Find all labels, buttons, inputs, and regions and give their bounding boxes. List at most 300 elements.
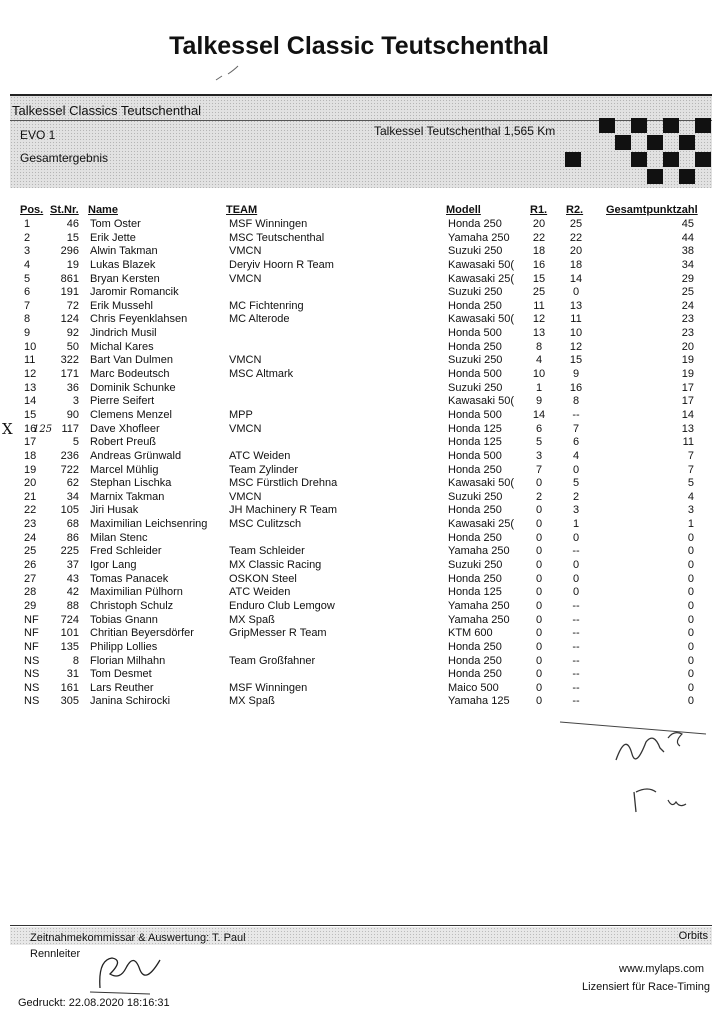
cell-name: Jindrich Musil [90, 327, 157, 340]
table-row [0, 286, 718, 300]
cell-team: MX Spaß [229, 695, 275, 708]
cell-stnr: 36 [66, 381, 79, 394]
cell-model: Honda 125 [448, 436, 502, 449]
cell-stnr: 31 [66, 668, 79, 681]
cell-name: Stephan Lischka [90, 477, 172, 490]
cell-name: Janina Schirocki [90, 695, 171, 708]
cell-pos: NF [24, 627, 39, 640]
cell-team: VMCN [229, 272, 262, 285]
cell-r1: 0 [535, 531, 543, 544]
table-row [0, 368, 718, 382]
cell-stnr: 68 [66, 518, 79, 531]
cell-stnr: 86 [66, 531, 79, 544]
cell-total: 14 [681, 408, 694, 421]
cell-name: Michal Kares [90, 340, 154, 353]
table-row [0, 327, 718, 341]
cell-team: VMCN [229, 354, 262, 367]
table-row [0, 477, 718, 491]
table-row [0, 218, 718, 232]
cell-pos: NF [24, 613, 39, 626]
cell-model: Honda 500 [448, 408, 502, 421]
col-header-model: Modell [446, 204, 481, 216]
result-type: Gesamtergebnis [20, 151, 109, 165]
event-name: EVO 1 [20, 128, 56, 142]
cell-pos: 4 [24, 258, 31, 271]
cell-total: 0 [687, 654, 694, 667]
cell-pos: 23 [24, 518, 37, 531]
cell-name: Dominik Schunke [90, 381, 176, 394]
cell-model: Yamaha 250 [448, 599, 510, 612]
table-row [0, 491, 718, 505]
cell-stnr: 191 [60, 286, 79, 299]
checkered-flag-icon [565, 118, 712, 186]
cell-name: Bart Van Dulmen [90, 354, 173, 367]
cell-team: MC Alterode [229, 313, 290, 326]
license-text: Lizensiert für Race-Timing [582, 981, 710, 993]
cell-r2: 18 [569, 258, 583, 271]
table-row [0, 573, 718, 587]
table-row [0, 600, 718, 614]
cell-stnr: 225 [60, 545, 79, 558]
cell-name: Pierre Seifert [90, 395, 155, 408]
cell-total: 19 [681, 354, 694, 367]
cell-r2: -- [572, 654, 580, 667]
cell-pos: 12 [24, 368, 37, 381]
col-header-pos: Pos. [20, 204, 44, 216]
cell-pos: 7 [24, 299, 31, 312]
cell-stnr: 37 [66, 559, 79, 572]
cell-stnr: 724 [60, 613, 79, 626]
cell-pos: 13 [24, 381, 37, 394]
cell-stnr: 322 [60, 354, 79, 367]
cell-r2: 6 [572, 436, 580, 449]
cell-r2: 3 [572, 504, 580, 517]
cell-model: Honda 250 [448, 531, 502, 544]
cell-stnr: 236 [60, 449, 79, 462]
cell-name: Milan Stenc [90, 531, 148, 544]
cell-total: 0 [687, 531, 694, 544]
cell-team: MPP [229, 408, 253, 421]
cell-r2: 0 [572, 559, 580, 572]
cell-name: Andreas Grünwald [90, 449, 182, 462]
cell-name: Lukas Blazek [90, 258, 156, 271]
cell-model: Honda 250 [448, 504, 502, 517]
cell-model: Honda 250 [448, 572, 502, 585]
cell-r1: 20 [532, 218, 546, 230]
cell-stnr: 50 [66, 340, 79, 353]
cell-r2: 0 [572, 531, 580, 544]
cell-pos: 27 [24, 572, 37, 585]
cell-team: Team Schleider [229, 545, 305, 558]
cell-r2: 5 [572, 477, 580, 490]
cell-total: 13 [681, 422, 694, 435]
cell-total: 17 [681, 395, 694, 408]
col-header-r2: R2. [566, 204, 584, 216]
cell-stnr: 105 [60, 504, 79, 517]
cell-team: ATC Weiden [229, 586, 291, 599]
track-name: Talkessel Teutschenthal 1,565 Km [374, 124, 556, 138]
cell-stnr: 90 [66, 408, 79, 421]
table-row [0, 682, 718, 696]
cell-pos: 15 [24, 408, 37, 421]
cell-stnr: 19 [66, 258, 79, 271]
cell-name: Fred Schleider [90, 545, 162, 558]
table-row [0, 545, 718, 559]
cell-team: Team Zylinder [229, 463, 299, 476]
cell-r1: 18 [532, 245, 546, 258]
cell-r1: 0 [535, 586, 543, 599]
website-link[interactable]: www.mylaps.com [619, 963, 704, 975]
table-row [0, 450, 718, 464]
cell-name: Robert Preuß [90, 436, 157, 449]
cell-pos: 10 [24, 340, 37, 353]
cell-pos: 21 [24, 490, 37, 503]
cell-name: Maximilian Pülhorn [90, 586, 183, 599]
cell-r1: 2 [535, 490, 543, 503]
cell-stnr: 171 [60, 368, 79, 381]
col-header-stnr: St.Nr. [50, 204, 79, 216]
cell-team: MSF Winningen [229, 218, 308, 230]
cell-stnr: 15 [66, 231, 79, 244]
cell-r1: 0 [535, 613, 543, 626]
series-name: Talkessel Classics Teutschenthal [12, 103, 202, 118]
cell-r2: 0 [572, 286, 580, 299]
orbits-label: Orbits [678, 930, 708, 942]
cell-r1: 1 [535, 381, 543, 394]
cell-r2: -- [572, 613, 580, 626]
cell-model: Suzuki 250 [448, 354, 503, 367]
cell-name: Jiri Husak [90, 504, 139, 517]
cell-r2: -- [572, 640, 580, 653]
cell-total: 5 [687, 477, 694, 490]
cell-total: 44 [681, 231, 694, 244]
table-row [0, 532, 718, 546]
cell-r1: 22 [532, 231, 546, 244]
cell-stnr: 135 [60, 640, 79, 653]
cell-r1: 0 [535, 627, 543, 640]
cell-pos: 16 [24, 422, 37, 435]
cell-r2: 0 [572, 463, 580, 476]
cell-r2: 10 [569, 327, 583, 340]
table-row [0, 695, 718, 709]
cell-name: Clemens Menzel [90, 408, 172, 421]
table-row [0, 559, 718, 573]
cell-r2: 22 [569, 231, 583, 244]
cell-name: Alwin Takman [90, 245, 158, 258]
cell-r1: 0 [535, 599, 543, 612]
cell-r1: 0 [535, 681, 543, 694]
cell-name: Christoph Schulz [90, 599, 174, 612]
cell-r1: 4 [535, 354, 543, 367]
cell-name: Marc Bodeutsch [90, 368, 170, 381]
timing-official: Zeitnahmekommissar & Auswertung: T. Paul [30, 932, 246, 944]
cell-name: Dave Xhofleer [90, 422, 160, 435]
cell-total: 7 [687, 449, 694, 462]
cell-model: Suzuki 250 [448, 286, 503, 299]
cell-total: 17 [681, 381, 694, 394]
cell-total: 0 [687, 559, 694, 572]
cell-r1: 8 [535, 340, 543, 353]
cell-pos: 18 [24, 449, 37, 462]
cell-r1: 0 [535, 545, 543, 558]
cell-model: Suzuki 250 [448, 381, 503, 394]
cell-stnr: 161 [60, 681, 79, 694]
cell-r1: 16 [532, 258, 546, 271]
cell-team: JH Machinery R Team [229, 504, 337, 517]
cell-pos: 3 [24, 245, 31, 258]
cell-model: Honda 250 [448, 640, 502, 653]
cell-r1: 14 [532, 408, 546, 421]
cell-r2: -- [572, 668, 580, 681]
cell-model: Kawasaki 50( [448, 258, 515, 271]
cell-total: 45 [681, 218, 694, 230]
cell-r2: 8 [572, 395, 580, 408]
cell-team: MSC Altmark [229, 368, 294, 381]
cell-model: Honda 250 [448, 340, 502, 353]
cell-stnr: 861 [60, 272, 79, 285]
cell-name: Tomas Panacek [90, 572, 169, 585]
cell-name: Maximilian Leichsenring [90, 518, 208, 531]
cell-stnr: 8 [72, 654, 79, 667]
cell-stnr: 5 [72, 436, 79, 449]
table-row [0, 259, 718, 273]
cell-pos: 25 [24, 545, 37, 558]
cell-name: Bryan Kersten [90, 272, 160, 285]
cell-r2: 0 [572, 586, 580, 599]
cell-pos: NS [24, 668, 40, 681]
cell-model: Honda 125 [448, 586, 502, 599]
cell-name: Lars Reuther [90, 681, 154, 694]
table-row [0, 504, 718, 518]
cell-total: 23 [681, 313, 694, 326]
cell-total: 1 [687, 518, 694, 531]
cell-total: 20 [681, 340, 694, 353]
table-row [0, 354, 718, 368]
cell-name: Chris Feyenklahsen [90, 313, 188, 326]
cell-r2: 9 [572, 368, 580, 381]
cell-model: Honda 500 [448, 327, 502, 340]
cell-team: MX Spaß [229, 613, 275, 626]
cell-r2: 7 [572, 422, 580, 435]
cell-stnr: 88 [66, 599, 79, 612]
cell-stnr: 3 [72, 395, 79, 408]
cell-model: Kawasaki 50( [448, 313, 515, 326]
cell-model: Suzuki 250 [448, 490, 503, 503]
cell-r2: 0 [572, 572, 580, 585]
cell-model: Yamaha 250 [448, 545, 510, 558]
cell-r2: -- [572, 599, 580, 612]
cell-pos: 2 [24, 231, 31, 244]
table-row [0, 627, 718, 641]
table-row [0, 586, 718, 600]
cell-model: Yamaha 125 [448, 695, 510, 708]
cell-r2: 11 [570, 313, 582, 326]
table-row [0, 419, 718, 438]
col-header-total: Gesamtpunktzahl [606, 204, 698, 216]
cell-r1: 9 [535, 395, 543, 408]
cell-r1: 6 [535, 422, 543, 435]
cell-model: Kawasaki 50( [448, 477, 515, 490]
table-row [0, 245, 718, 259]
cell-stnr: 296 [60, 245, 79, 258]
cell-model: Suzuki 250 [448, 559, 503, 572]
cell-r1: 15 [532, 272, 546, 285]
cell-r2: 25 [569, 218, 583, 230]
cell-pos: 20 [24, 477, 37, 490]
cell-name: Philipp Lollies [90, 640, 158, 653]
cell-r2: -- [572, 681, 580, 694]
cell-model: Kawasaki 25( [448, 272, 515, 285]
cell-r1: 25 [532, 286, 546, 299]
cell-r2: 2 [572, 490, 580, 503]
cell-r1: 13 [532, 327, 546, 340]
cell-total: 0 [687, 695, 694, 708]
table-row [0, 313, 718, 327]
cell-r2: 12 [569, 340, 583, 353]
page-title: Talkessel Classic Teutschenthal [169, 32, 549, 60]
table-row [0, 382, 718, 396]
cell-model: Honda 250 [448, 218, 502, 230]
cell-total: 3 [687, 504, 694, 517]
cell-total: 23 [681, 327, 694, 340]
table-row [0, 409, 718, 423]
handwritten-x-mark: X [2, 419, 13, 438]
table-row [0, 655, 718, 669]
cell-team: MSF Winningen [229, 681, 308, 694]
cell-team: Deryiv Hoorn R Team [229, 258, 334, 271]
cell-team: GripMesser R Team [229, 627, 327, 640]
cell-model: Honda 250 [448, 463, 502, 476]
table-row [0, 395, 718, 409]
cell-r1: 0 [535, 654, 543, 667]
cell-pos: 14 [24, 395, 37, 408]
cell-r1: 0 [535, 504, 543, 517]
cell-r2: -- [572, 545, 580, 558]
cell-name: Jaromir Romancik [90, 286, 179, 299]
cell-model: KTM 600 [448, 627, 493, 640]
cell-r2: 13 [569, 299, 583, 312]
table-row [0, 300, 718, 314]
handwritten-signature [556, 712, 716, 822]
cell-pos: NS [24, 681, 40, 694]
cell-team: ATC Weiden [229, 449, 291, 462]
cell-r1: 0 [535, 559, 543, 572]
cell-team: OSKON Steel [229, 572, 297, 585]
cell-pos: 11 [24, 354, 36, 367]
cell-total: 11 [682, 436, 694, 449]
results-table [0, 218, 718, 709]
cell-r1: 12 [532, 313, 546, 326]
footer-rule [10, 925, 712, 926]
cell-model: Yamaha 250 [448, 231, 510, 244]
cell-name: Igor Lang [90, 559, 137, 572]
cell-r1: 0 [535, 572, 543, 585]
cell-team: MSC Culitzsch [229, 518, 302, 531]
cell-pos: 17 [24, 436, 37, 449]
cell-r2: 20 [569, 245, 583, 258]
table-row [0, 436, 718, 450]
cell-r1: 7 [535, 463, 543, 476]
cell-name: Marcel Mühlig [90, 463, 159, 476]
cell-r1: 0 [535, 695, 543, 708]
cell-model: Kawasaki 50( [448, 395, 515, 408]
cell-name: Tom Desmet [90, 668, 152, 681]
cell-r1: 0 [535, 477, 543, 490]
cell-total: 7 [687, 463, 694, 476]
cell-pos: 29 [24, 599, 37, 612]
cell-stnr: 46 [66, 218, 79, 230]
cell-total: 4 [687, 490, 694, 503]
cell-name: Erik Mussehl [90, 299, 153, 312]
cell-team: Team Großfahner [229, 654, 316, 667]
table-row [0, 518, 718, 532]
cell-team: MC Fichtenring [229, 299, 304, 312]
table-row [0, 464, 718, 478]
cell-team: VMCN [229, 245, 262, 258]
cell-model: Honda 125 [448, 422, 502, 435]
cell-model: Honda 250 [448, 299, 502, 312]
cell-total: 0 [687, 599, 694, 612]
cell-team: VMCN [229, 422, 262, 435]
cell-model: Maico 500 [448, 681, 499, 694]
cell-total: 19 [681, 368, 694, 381]
cell-stnr: 42 [66, 586, 79, 599]
cell-total: 0 [687, 613, 694, 626]
cell-r2: 16 [569, 381, 583, 394]
cell-r1: 0 [535, 668, 543, 681]
cell-team: MSC Fürstlich Drehna [229, 477, 338, 490]
cell-pos: 28 [24, 586, 37, 599]
cell-pos: 24 [24, 531, 37, 544]
cell-total: 0 [687, 572, 694, 585]
cell-stnr: 722 [60, 463, 79, 476]
cell-stnr: 117 [61, 422, 79, 435]
cell-pos: 9 [24, 327, 31, 340]
cell-pos: 19 [24, 463, 37, 476]
cell-pos: 5 [24, 272, 31, 285]
cell-total: 25 [681, 286, 694, 299]
cell-r2: 1 [572, 518, 580, 531]
cell-pos: NS [24, 654, 40, 667]
cell-model: Honda 250 [448, 654, 502, 667]
cell-total: 0 [687, 681, 694, 694]
cell-name: Tom Oster [90, 218, 141, 230]
cell-pos: 22 [24, 504, 37, 517]
cell-team: Enduro Club Lemgow [229, 599, 335, 612]
cell-stnr: 101 [60, 627, 79, 640]
cell-name: Florian Milhahn [90, 654, 166, 667]
cell-total: 29 [681, 272, 694, 285]
cell-stnr: 72 [66, 299, 79, 312]
cell-r1: 11 [533, 299, 545, 312]
cell-r1: 5 [535, 436, 543, 449]
printed-timestamp: Gedruckt: 22.08.2020 18:16:31 [18, 997, 170, 1009]
cell-pos: 26 [24, 559, 37, 572]
director-signature [80, 940, 170, 1000]
table-row [0, 641, 718, 655]
cell-stnr: 92 [66, 327, 79, 340]
cell-r1: 3 [535, 449, 543, 462]
cell-stnr: 43 [66, 572, 79, 585]
cell-name: Marnix Takman [90, 490, 165, 503]
col-header-r1: R1. [530, 204, 548, 216]
cell-r2: -- [572, 408, 580, 421]
race-director-label: Rennleiter [30, 948, 81, 960]
cell-pos: NS [24, 695, 40, 708]
cell-r1: 0 [535, 518, 543, 531]
cell-total: 0 [687, 586, 694, 599]
cell-name: Chritian Beyersdörfer [90, 627, 194, 640]
